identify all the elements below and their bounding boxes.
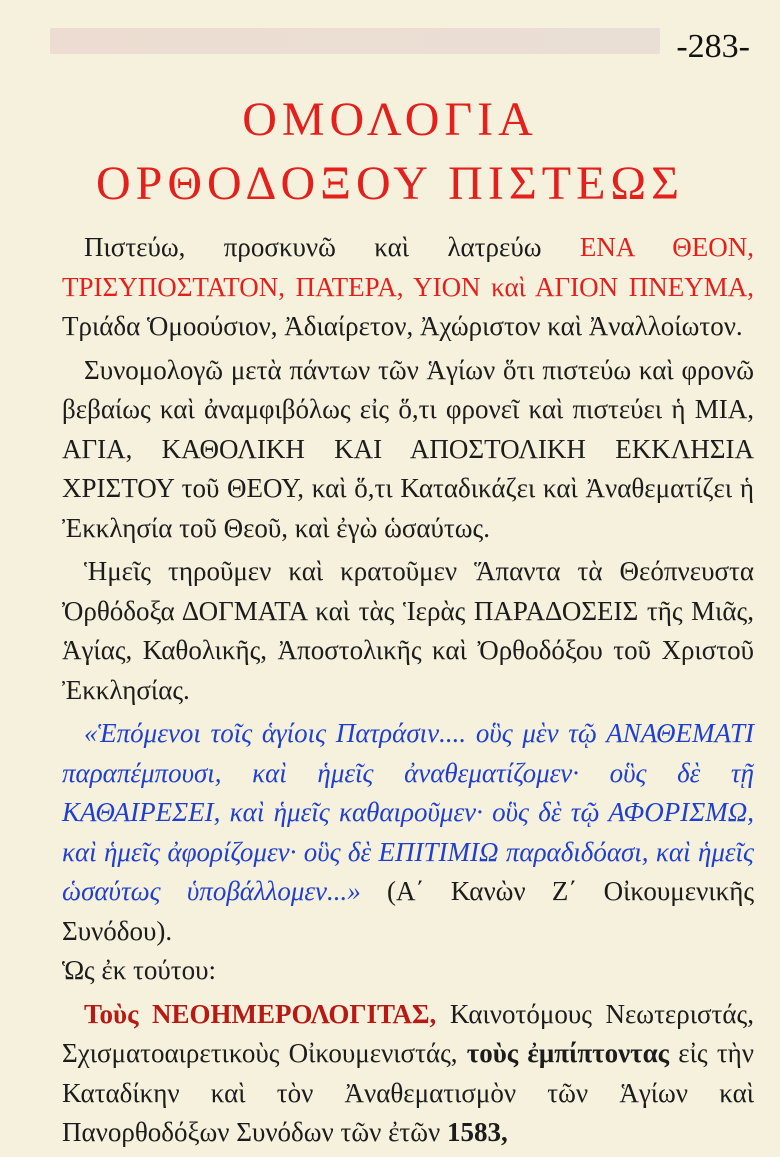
bleed-through-header [50, 28, 660, 54]
quote-paragraph [62, 714, 754, 951]
p5-text-a: Καινοτόμους Νεωτεριστάς, Σχισματοαιρετικοὺς Οἰκουμενιστάς, [62, 998, 754, 1068]
paragraph-new-calendarists [62, 995, 754, 1153]
paragraph-therefore: Ὡς ἐκ τούτου: [62, 955, 216, 985]
body-text [62, 228, 754, 1157]
paragraph-dogmas: Ἡμεῖς τηροῦμεν καὶ κρατοῦμεν Ἅπαντα τὰ Θεόπνευστα Ὀρθόδοξα ΔΟΓΜΑΤΑ καὶ τὰς Ἱερὰς ΠΑΡΑΔΟΣΕΙΣ τῆς Μιᾶς, Ἁγίας, Καθολικῆς, Ἀποστολικῆς καὶ Ὀρθοδόξου τοῦ Χριστοῦ Ἐκκλησίας. [62, 556, 754, 705]
creed-text-b: Τριάδα Ὁμοούσιον, Ἀδιαίρετον, Ἀχώριστον καὶ Ἀναλλοίωτον. [62, 311, 743, 341]
creed-trinity-red: ΕΝΑ ΘΕΟΝ, ΤΡΙΣΥΠΟΣΤΑΤΟΝ, ΠΑΤΕΡΑ, ΥΙΟΝ καὶ ΑΓΙΟΝ ΠΝΕΥΜΑ, [62, 232, 754, 302]
page-number: -283- [676, 28, 750, 65]
p5-text-b: εἰς τὴν Καταδίκην καὶ τὸν Ἀναθεματισμὸν τῶν Ἁγίων καὶ Πανορθοδόξων Συνόδων τῶν ἐτῶν [62, 1038, 754, 1147]
p5-year: 1583, [447, 1117, 508, 1147]
quote-source: (Α΄ Κανὼν Ζ΄ Οἰκουμενικῆς Συνόδου). [62, 876, 755, 946]
paragraph-church: Συνομολογῶ μετὰ πάντων τῶν Ἁγίων ὅτι πιστεύω καὶ φρονῶ βεβαίως καὶ ἀναμφιβόλως εἰς ὅ,τι φρονεῖ καὶ πιστεύει ἡ ΜΙΑ, ΑΓΙΑ, ΚΑΘΟΛΙΚΗ ΚΑΙ ΑΠΟΣΤΟΛΙΚΗ ΕΚΚΛΗΣΙΑ ΧΡΙΣΤΟΥ τοῦ ΘΕΟΥ, καὶ ὅ,τι Καταδικάζει καὶ Ἀναθεματίζει ἡ Ἐκκλησία τοῦ Θεοῦ, καὶ ἐγὼ ὡσαύτως. [62, 354, 754, 543]
creed-text-a: Πιστεύω, προσκυνῶ καὶ λατρεύω [84, 232, 580, 262]
new-calendarists-red: Τοὺς ΝΕΟΗΜΕΡΟΛΟΓΙΤΑΣ, [84, 998, 437, 1029]
quote-canon: «Ἑπόμενοι τοῖς ἁγίοις Πατράσιν.... οὓς μὲν τῷ ΑΝΑΘΕΜΑΤΙ παραπέμπουσι, καὶ ἡμεῖς ἀναθεματίζομεν· οὓς δὲ τῇ ΚΑΘΑΙΡΕΣΕΙ, καὶ ἡμεῖς καθαιροῦμεν· οὓς δὲ τῷ ΑΦΟΡΙΣΜΩ, καὶ ἡμεῖς ἀφορίζομεν· οὓς δὲ ΕΠΙΤΙΜΙΩ παραδιδόασι, καὶ ἡμεῖς ὡσαύτως ὑποβάλλομεν...» [62, 718, 754, 906]
title-line-1: ΟΜΟΛΟΓΙΑ [242, 93, 538, 146]
paragraph-creed [62, 228, 754, 347]
p5-bold: τοὺς ἐμπίπτοντας [466, 1038, 670, 1068]
title-line-2: ΟΡΘΟΔΟΞΟΥ ΠΙΣΤΕΩΣ [95, 157, 684, 210]
